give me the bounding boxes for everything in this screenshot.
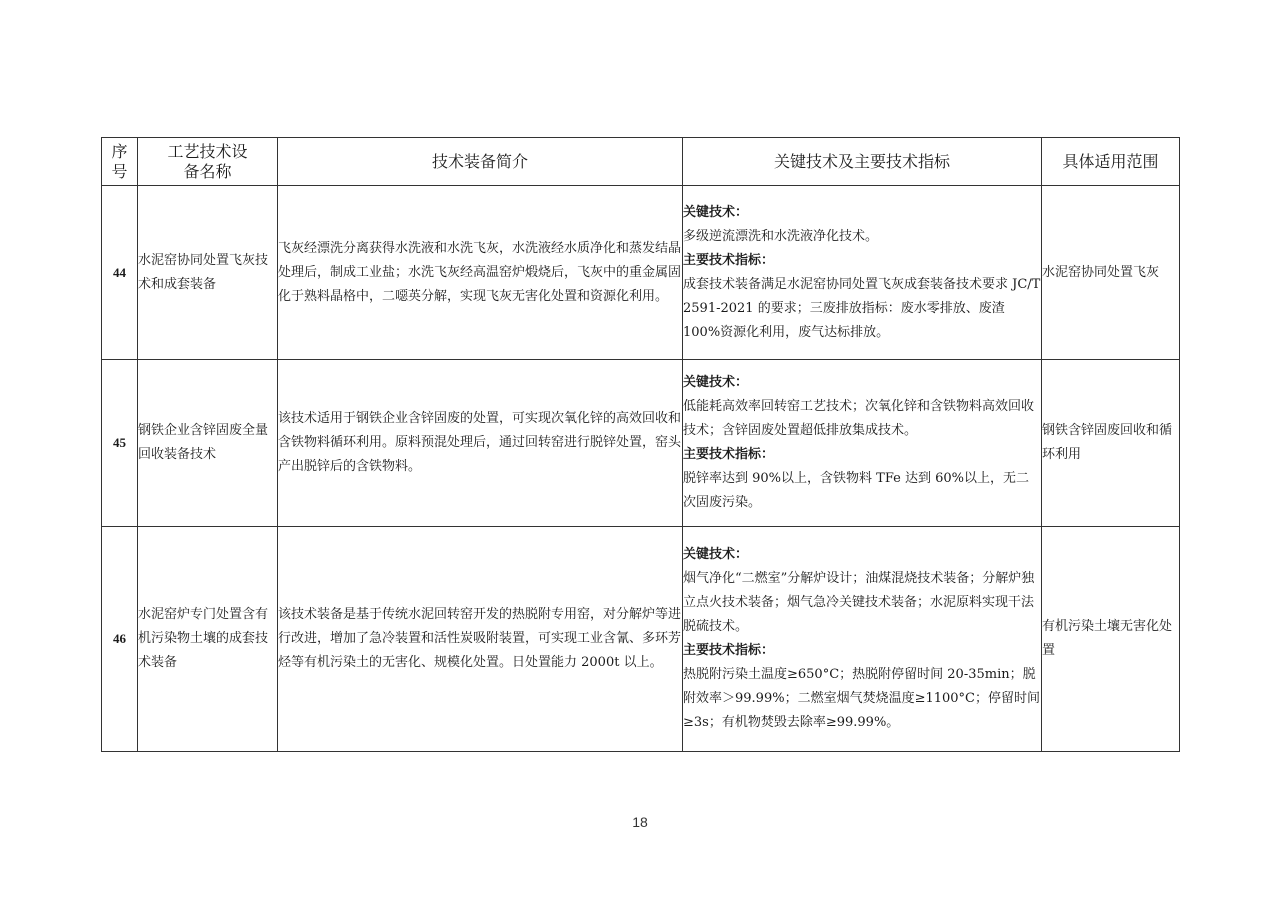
row-equipment-name: 钢铁企业含锌固废全量回收装备技术 (138, 360, 278, 527)
table-row (102, 527, 1180, 752)
key-tech-title: 关键技术： (683, 204, 749, 220)
row-equipment-name: 水泥窑炉专门处置含有机污染物土壤的成套技术装备 (138, 527, 278, 752)
page-number: 18 (632, 814, 648, 830)
row-serial-number: 45 (102, 360, 138, 527)
indicator-title: 主要技术指标： (683, 252, 775, 268)
header-serial-number: 序号 (102, 138, 138, 186)
row-scope: 水泥窑协同处置飞灰 (1042, 186, 1180, 360)
indicator-title: 主要技术指标： (683, 447, 775, 462)
row-scope: 钢铁含锌固废回收和循环利用 (1042, 360, 1180, 527)
row-introduction: 该技术适用于钢铁企业含锌固废的处置，可实现次氧化锌的高效回收和含铁物料循环利用。原料预混处理后，通过回转窑进行脱锌处置，窑头产出脱锌后的含铁物料。 (278, 360, 683, 527)
row-serial-number: 46 (102, 527, 138, 752)
row-introduction: 该技术装备是基于传统水泥回转窑开发的热脱附专用窑，对分解炉等进行改进，增加了急冷装置和活性炭吸附装置，可实现工业含氰、多环芳烃等有机污染土的无害化、规模化处置。日处置能力 2000t 以上。 (278, 527, 683, 752)
key-tech-title: 关键技术： (683, 375, 749, 390)
row-scope: 有机污染土壤无害化处置 (1042, 527, 1180, 752)
key-tech-text: 低能耗高效率回转窑工艺技术；次氧化锌和含铁物料高效回收技术；含锌固废处置超低排放集成技术。 (683, 399, 1035, 438)
key-tech-title: 关键技术： (683, 547, 749, 562)
header-scope: 具体适用范围 (1042, 138, 1180, 186)
technology-table (101, 137, 1180, 752)
header-key-technology: 关键技术及主要技术指标 (683, 138, 1042, 186)
key-tech-text: 烟气净化“二燃室”分解炉设计；油煤混烧技术装备；分解炉独立点火技术装备；烟气急冷关键技术装备；水泥原料实现干法脱硫技术。 (683, 571, 1035, 634)
key-tech-text: 多级逆流漂洗和水洗液净化技术。 (683, 228, 879, 244)
row-key-technology (683, 186, 1042, 360)
indicator-text: 热脱附污染土温度≥650°C；热脱附停留时间 20-35min；脱附效率＞99.99%；二燃室烟气焚烧温度≥1100°C；停留时间≥3s；有机物焚毁去除率≥99.99%。 (683, 667, 1040, 730)
header-equipment-name: 工艺技术设备名称 (138, 138, 278, 186)
table-header-row (102, 138, 1180, 186)
table-row (102, 186, 1180, 360)
indicator-text: 脱锌率达到 90%以上，含铁物料 TFe 达到 60%以上，无二次固废污染。 (683, 471, 1029, 510)
row-key-technology (683, 360, 1042, 527)
indicator-title: 主要技术指标： (683, 643, 775, 658)
row-key-technology (683, 527, 1042, 752)
row-introduction: 飞灰经漂洗分离获得水洗液和水洗飞灰，水洗液经水质净化和蒸发结晶处理后，制成工业盐；水洗飞灰经高温窑炉煅烧后，飞灰中的重金属固化于熟料晶格中，二噁英分解，实现飞灰无害化处置和资源化利用。 (278, 186, 683, 360)
indicator-text: 成套技术装备满足水泥窑协同处置飞灰成套装备技术要求 JC/T 2591-2021 的要求；三废排放指标：废水零排放、废渣 100%资源化利用，废气达标排放。 (683, 276, 1041, 340)
row-equipment-name: 水泥窑协同处置飞灰技术和成套装备 (138, 186, 278, 360)
header-introduction: 技术装备简介 (278, 138, 683, 186)
row-serial-number: 44 (102, 186, 138, 360)
table-row (102, 360, 1180, 527)
